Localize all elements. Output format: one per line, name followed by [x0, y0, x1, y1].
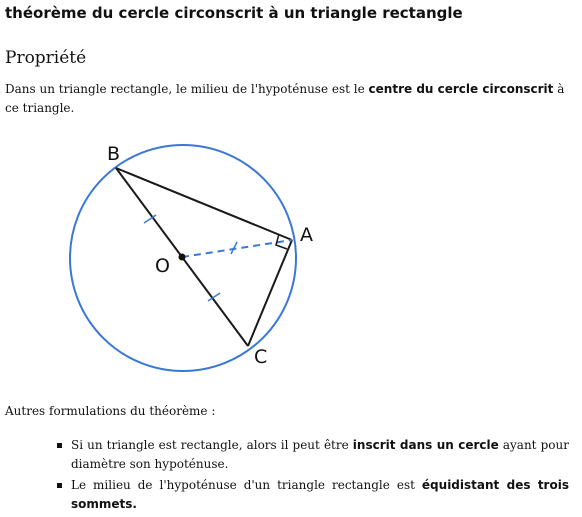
- section-heading: Propriété: [5, 48, 87, 68]
- geometry-figure: [0, 130, 582, 380]
- statement-text-end: à ce triangle.: [5, 82, 565, 115]
- list-item-text-start: Si un triangle est rectangle, alors il peut être: [71, 438, 349, 452]
- list-item: [56, 476, 569, 514]
- statement-text-start: Dans un triangle rectangle, le milieu de l'hypoténuse est le: [5, 82, 365, 96]
- vertex-label-c: C: [254, 346, 268, 368]
- list-item-emphasis: inscrit dans un cercle: [352, 438, 499, 452]
- formulations-heading: Autres formulations du théorème :: [5, 404, 216, 418]
- list-item: [56, 436, 569, 474]
- property-statement: [5, 80, 580, 118]
- list-item-text-end: ayant pour diamètre son hypoténuse.: [71, 438, 569, 471]
- formulations-list: [56, 436, 569, 516]
- center-point-o: [179, 254, 186, 261]
- vertex-label-a: A: [300, 224, 313, 246]
- list-item-emphasis: équidistant des trois sommets.: [71, 478, 569, 511]
- statement-emphasis: centre du cercle circonscrit: [368, 82, 554, 96]
- circle-triangle-diagram: [0, 130, 582, 380]
- center-label-o: O: [155, 255, 170, 277]
- vertex-label-b: B: [107, 143, 121, 165]
- list-item-text-start: Le milieu de l'hypoténuse d'un triangle rectangle est: [71, 478, 415, 492]
- page-title: théorème du cercle circonscrit à un triangle rectangle: [5, 4, 463, 22]
